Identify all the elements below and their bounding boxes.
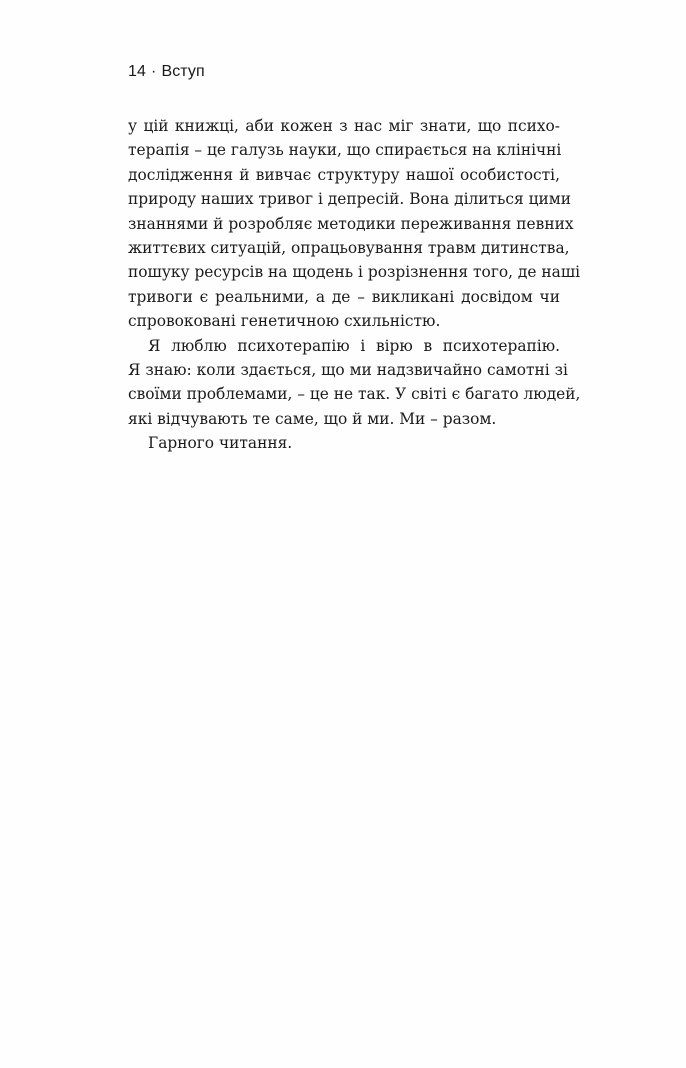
text-line: знаннями й розробляє методики переживання певних xyxy=(128,214,574,233)
text-line: Гарного читання. xyxy=(148,434,293,453)
text-line: дослідження й вивчає структуру нашої особистості, xyxy=(128,165,560,184)
text-line: у цій книжці, аби кожен з нас міг знати, що психо- xyxy=(128,117,560,135)
text-line: спровоковані генетичною схильністю. xyxy=(128,312,441,331)
text-line: Я люблю психотерапію і вірю в психотерапію. xyxy=(148,336,560,355)
text-line: терапія – це галузь науки, що спирається на клінічні xyxy=(128,141,562,160)
page-number: 14 xyxy=(128,63,146,80)
body-text xyxy=(128,114,581,455)
text-line: які відчувають те саме, що й ми. Ми – разом. xyxy=(128,409,497,428)
running-head xyxy=(128,63,205,81)
section-title: Вступ xyxy=(161,63,205,80)
text-line: Я знаю: коли здається, що ми надзвичайно самотні зі xyxy=(128,360,568,379)
text-line: своїми проблемами, – це не так. У світі є багато людей, xyxy=(128,385,581,404)
running-head-separator: · xyxy=(151,63,157,80)
text-line: пошуку ресурсів на щодень і розрізнення того, де наші xyxy=(128,263,581,282)
text-line: життєвих ситуацій, опрацьовування травм дитинства, xyxy=(128,238,570,257)
text-line: природу наших тривог і депресій. Вона ділиться цими xyxy=(128,190,572,209)
text-line: тривоги є реальними, а де – викликані досвідом чи xyxy=(128,287,560,306)
